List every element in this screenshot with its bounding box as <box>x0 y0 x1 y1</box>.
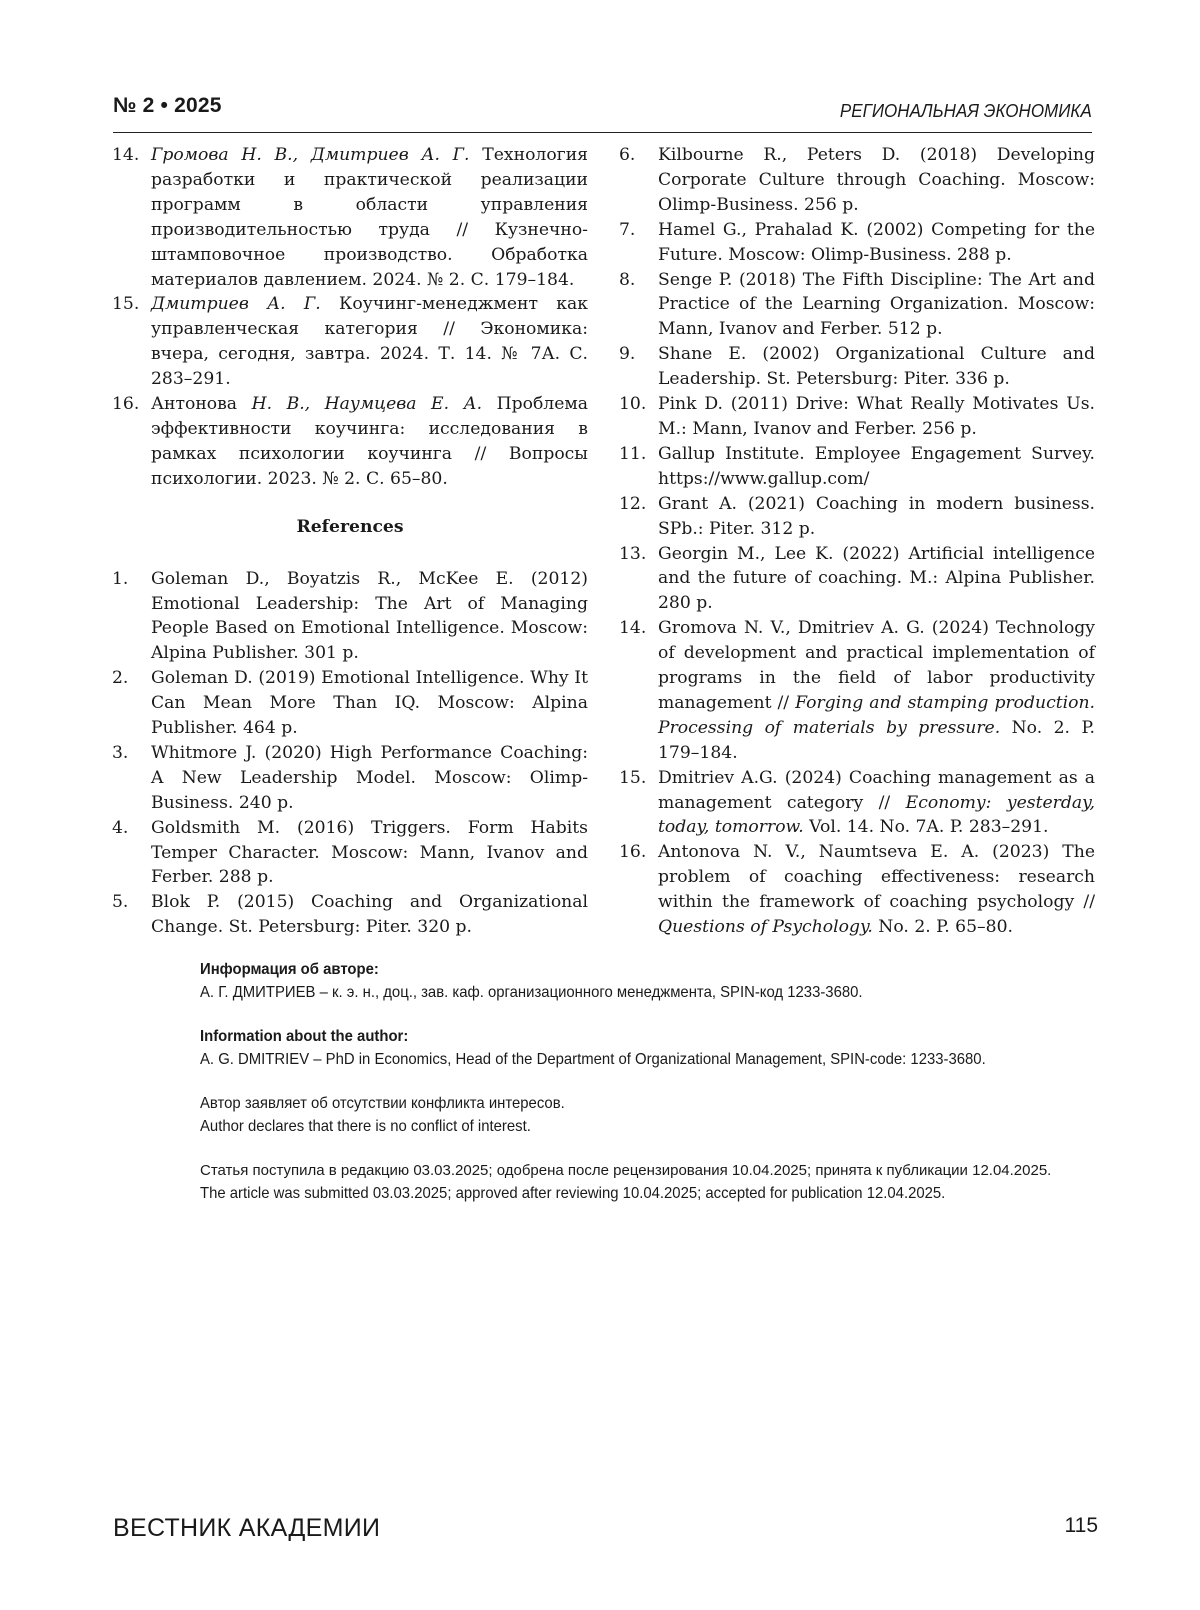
reference-item <box>619 442 1095 492</box>
reference-number: 13. <box>619 543 647 564</box>
reference-source: Questions of Psychology. <box>658 917 873 938</box>
reference-item <box>619 616 1095 765</box>
reference-tail: Vol. 14. No. 7A. P. 283–291. <box>803 817 1049 838</box>
reference-text: Blok P. (2015) Coaching and Organizational Change. St. Petersburg: Piter. 320 p. <box>151 892 588 938</box>
reference-item <box>619 492 1095 542</box>
reference-text: Gromova N. V., Dmitriev A. G. (2024) Technology of development and practical implementation of programs in the field of labor productivity management // <box>658 618 1095 713</box>
left-column <box>112 143 588 940</box>
reference-tail: No. 2. P. 65–80. <box>872 917 1013 938</box>
running-header <box>113 92 1092 133</box>
conflict-ru: Автор заявляет об отсутствии конфликта интересов. <box>200 1095 565 1112</box>
reference-number: 9. <box>619 344 636 365</box>
author-info-en-label: Information about the author: <box>200 1028 409 1045</box>
references-heading: References <box>296 516 404 537</box>
reference-number: 14. <box>112 145 140 165</box>
reference-text: Shane E. (2002) Organizational Culture and Leadership. St. Petersburg: Piter. 336 p. <box>658 344 1095 390</box>
reference-text: Georgin M., Lee K. (2022) Artificial intelligence and the future of coaching. M.: Alpina Publisher. 280 p. <box>658 543 1095 614</box>
reference-text: Коучинг-менеджмент как управленческая категория // Экономика: вчера, сегодня, завтра. 2024. Т. 14. № 7А. С. 283–291. <box>151 294 589 390</box>
reference-item <box>619 268 1095 343</box>
reference-number: 10. <box>619 394 647 415</box>
reference-number: 16. <box>619 842 647 863</box>
reference-source: Economy: yesterday, today, tomorrow. <box>658 792 1095 838</box>
reference-number: 14. <box>619 618 647 639</box>
reference-number: 2. <box>112 668 129 689</box>
reference-number: 7. <box>619 219 636 240</box>
reference-text: Технология разработки и практической реализации программ в области управления производительностью труда // Кузнечно-штамповочное производство. Обработка материалов давлением. 2024. № 2. С. 179–184. <box>151 145 588 290</box>
reference-text: Goleman D. (2019) Emotional Intelligence. Why It Can Mean More Than IQ. Moscow: Alpina Publisher. 464 p. <box>151 668 588 739</box>
right-column <box>619 143 1095 940</box>
reference-text: Hamel G., Prahalad K. (2002) Competing for the Future. Moscow: Olimp-Business. 288 p. <box>658 219 1095 265</box>
reference-item <box>112 666 588 741</box>
journal-section-title: РЕГИОНАЛЬНАЯ ЭКОНОМИКА <box>840 100 1092 121</box>
reference-item <box>619 143 1095 218</box>
reference-text: Antonova N. V., Naumtseva E. A. (2023) The problem of coaching effectiveness: research within the framework of coaching psychology // <box>658 842 1095 913</box>
article-dates <box>200 1159 1098 1205</box>
reference-item <box>619 218 1095 268</box>
reference-item <box>112 741 588 816</box>
reference-item <box>619 392 1095 442</box>
reference-text: Pink D. (2011) Drive: What Really Motivates Us. M.: Mann, Ivanov and Ferber. 256 p. <box>658 394 1095 439</box>
author-info-block <box>200 958 1098 1226</box>
reference-item <box>112 890 588 940</box>
author-info-ru <box>200 958 1098 1004</box>
author-info-en-text: A. G. DMITRIEV – PhD in Economics, Head of the Department of Organizational Management, SPIN-code: 1233-3680. <box>200 1051 986 1068</box>
reference-item <box>619 542 1095 617</box>
reference-text: Gallup Institute. Employee Engagement Survey. https://www.gallup.com/ <box>658 443 1095 489</box>
reference-number: 1. <box>112 568 129 589</box>
reference-number: 4. <box>112 817 129 838</box>
reference-text: Kilbourne R., Peters D. (2018) Developing Corporate Culture through Coaching. Moscow: Olimp-Business. 256 p. <box>658 145 1095 215</box>
reference-prefix: Антонова <box>151 394 252 415</box>
author-info-ru-label: Информация об авторе: <box>200 961 379 978</box>
issue-number: № 2 • 2025 <box>113 94 222 117</box>
reference-text: Grant A. (2021) Coaching in modern business. SPb.: Piter. 312 p. <box>658 493 1095 539</box>
reference-number: 12. <box>619 493 647 514</box>
reference-number: 6. <box>619 145 636 165</box>
reference-authors: Н. В., Наумцева Е. А. <box>251 394 483 415</box>
reference-text: Проблема эффективности коучинга: исследования в рамках психологии коучинга // Вопросы психологии. 2023. № 2. С. 65–80. <box>151 394 588 489</box>
footer-journal-name: ВЕСТНИК АКАДЕМИИ <box>113 1514 381 1542</box>
page-number: 115 <box>1064 1514 1098 1537</box>
reference-item <box>112 392 588 492</box>
reference-number: 11. <box>619 443 647 464</box>
reference-text: Senge P. (2018) The Fifth Discipline: The Art and Practice of the Learning Organization. Moscow: Mann, Ivanov and Ferber. 512 p. <box>658 269 1095 340</box>
reference-item <box>112 567 588 667</box>
reference-text: Goleman D., Boyatzis R., McKee E. (2012) Emotional Leadership: The Art of Managing People Based on Emotional Intelligence. Moscow: Alpina Publisher. 301 p. <box>151 568 588 664</box>
reference-item <box>619 342 1095 392</box>
reference-authors: Громова Н. В., Дмитриев А. Г. <box>151 145 470 165</box>
author-info-ru-text: А. Г. ДМИТРИЕВ – к. э. н., доц., зав. каф. организационного менеджмента, SPIN-код 1233-3680. <box>200 984 863 1001</box>
reference-authors: Дмитриев А. Г. <box>151 294 321 315</box>
reference-item <box>112 292 588 392</box>
reference-text: Dmitriev A.G. (2024) Coaching management as a management category // <box>658 767 1095 813</box>
reference-number: 15. <box>619 767 647 788</box>
reference-text: Goldsmith M. (2016) Triggers. Form Habits Temper Character. Moscow: Mann, Ivanov and Ferber. 288 p. <box>151 817 588 888</box>
reference-number: 3. <box>112 742 129 763</box>
reference-item <box>112 143 588 292</box>
reference-item <box>619 840 1095 940</box>
reference-number: 8. <box>619 269 636 290</box>
reference-source: Forging and stamping production. Processing of materials by pressure. <box>658 692 1095 738</box>
conflict-en: Author declares that there is no conflict of interest. <box>200 1118 531 1135</box>
conflict-statement <box>200 1092 1098 1138</box>
reference-number: 15. <box>112 294 140 315</box>
reference-number: 16. <box>112 394 140 415</box>
reference-tail: No. 2. P. 179–184. <box>658 717 1095 763</box>
reference-item <box>112 816 588 891</box>
reference-number: 5. <box>112 892 129 913</box>
reference-text: Whitmore J. (2020) High Performance Coaching: A New Leadership Model. Moscow: Olimp-Business. 240 p. <box>151 742 588 813</box>
dates-ru: Статья поступила в редакцию 03.03.2025; одобрена после рецензирования 10.04.2025; принята к публикации 12.04.2025. <box>200 1162 1052 1179</box>
dates-en: The article was submitted 03.03.2025; approved after reviewing 10.04.2025; accepted for publication 12.04.2025. <box>200 1185 946 1202</box>
reference-item <box>619 766 1095 841</box>
author-info-en <box>200 1025 1098 1071</box>
